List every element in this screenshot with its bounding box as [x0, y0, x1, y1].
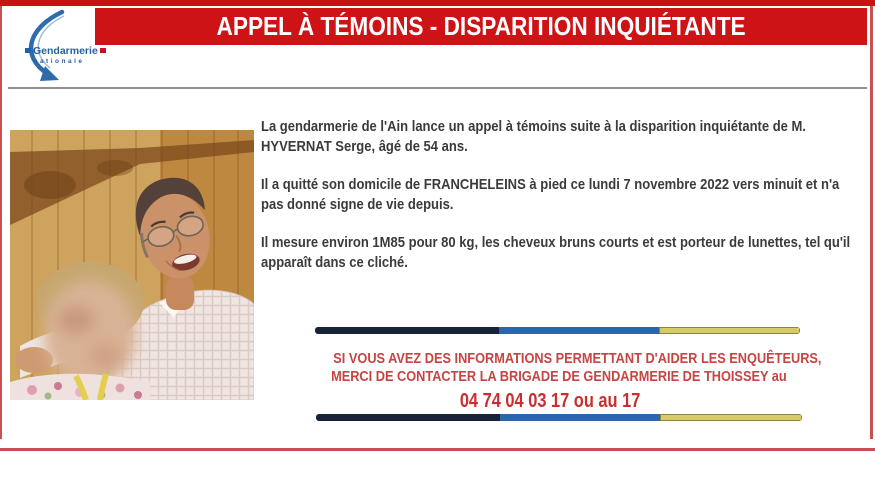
frame-right-border	[870, 6, 873, 439]
man-neck	[166, 276, 194, 310]
woman-blurred-face	[44, 280, 136, 388]
missing-person-photo	[10, 130, 254, 400]
tricolor-bar-bottom	[316, 414, 802, 421]
contact-line-2: MERCI DE CONTACTER LA BRIGADE DE GENDARMERIE DE THOISSEY au	[331, 368, 787, 385]
header-divider	[8, 87, 867, 89]
frame-top-strip	[0, 0, 875, 6]
paragraph-identity: La gendarmerie de l'Ain lance un appel à témoins suite à la disparition inquiétante de M. HYVERNAT Serge, âgé de 54 ans.	[261, 118, 806, 155]
bar-segment-blue	[500, 414, 660, 421]
logo-name-text: Gendarmerie	[33, 45, 98, 57]
logo-red-square	[100, 48, 106, 53]
contact-line-1: SI VOUS AVEZ DES INFORMATIONS PERMETTANT D'AIDER LES ENQUÊTEURS,	[333, 351, 822, 367]
frame-left-border	[0, 6, 2, 439]
logo-wordmark	[23, 45, 98, 65]
bar-segment-blue	[499, 327, 659, 334]
contact-block	[300, 351, 822, 413]
tricolor-bar-top	[315, 327, 800, 334]
body-text	[261, 117, 861, 291]
poster-title: APPEL À TÉMOINS - DISPARITION INQUIÉTANTE	[216, 11, 746, 41]
bar-segment-yellow	[659, 327, 800, 334]
bar-segment-navy	[316, 414, 500, 421]
title-banner	[95, 8, 867, 45]
paragraph-description: Il mesure environ 1M85 pour 80 kg, les cheveux bruns courts et est porteur de lunettes, tel qu'il apparaît dans ce cliché.	[261, 234, 851, 271]
gendarmerie-logo	[10, 6, 98, 86]
bar-segment-yellow	[660, 414, 802, 421]
logo-blue-square	[25, 48, 31, 53]
contact-phone-number: 04 74 04 03 17 ou au 17	[459, 390, 641, 412]
bar-segment-navy	[315, 327, 499, 334]
frame-bottom-line	[0, 448, 875, 451]
logo-subname-text: nationale	[33, 57, 85, 65]
paragraph-circumstances: Il a quitté son domicile de FRANCHELEINS à pied ce lundi 7 novembre 2022 vers minuit et n'a pas donné signe de vie depuis.	[261, 176, 840, 213]
